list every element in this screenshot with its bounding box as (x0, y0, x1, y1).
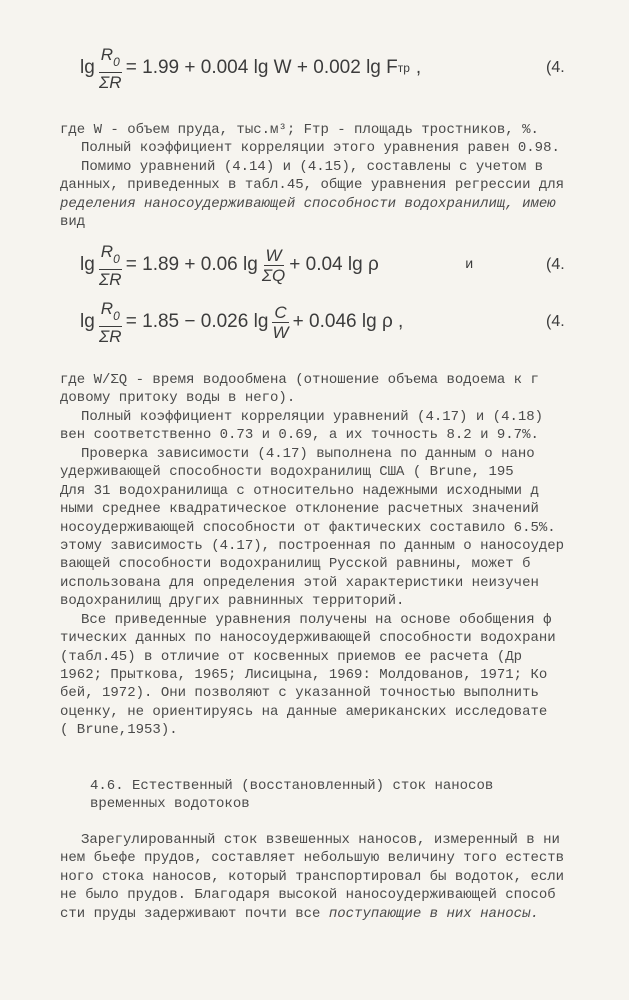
text-line: нем бьефе прудов, составляет небольшую величину того естеств (60, 850, 565, 867)
text-span: сти пруды задерживают почти все (60, 905, 329, 922)
eq-rhs: + 0.046 lg ρ , (292, 311, 404, 332)
text-line: ределения наносоудерживающей способности водохранилищ, имею (60, 195, 556, 212)
eq-fraction (99, 242, 122, 289)
equation-4-18 (80, 297, 629, 347)
text-line: ( Brune,1953). (60, 722, 178, 739)
eq-num: R (100, 241, 114, 261)
text-line: ными среднее квадратическое отклонение расчетных значений (60, 501, 539, 518)
conjunction: и (465, 257, 474, 273)
eq-den: ΣR (99, 72, 122, 92)
section-heading (90, 777, 629, 814)
equation-number: (4. (546, 256, 565, 273)
eq-tail: , (415, 57, 422, 78)
text-line: данных, приведенных в табл.45, общие уравнения регрессии для (60, 177, 565, 194)
eq-num: C (274, 302, 287, 322)
paragraph-block-2 (60, 371, 629, 740)
text-line: носоудерживающей способности от фактических составило 6.5%. (60, 519, 556, 536)
eq-rhs-sub: тр (397, 61, 410, 75)
eq-num: R (100, 44, 114, 64)
text-line: вающей способности водохранилищ Русской равнины, может б (60, 556, 531, 573)
eq-fraction (99, 45, 122, 92)
eq-fraction (99, 299, 122, 346)
equation-4-14 (80, 43, 629, 93)
eq-fraction (262, 246, 285, 285)
eq-rhs: = 1.85 − 0.026 lg (125, 311, 269, 332)
eq-rhs: = 1.89 + 0.06 lg (125, 254, 258, 275)
text-line: оценку, не ориентируясь на данные американских исследовате (60, 703, 548, 720)
text-line: вен соответственно 0.73 и 0.69, а их точность 8.2 и 9.7%. (60, 427, 539, 444)
equation-4-17 (80, 240, 629, 290)
text-line: Для 31 водохранилища с относительно надежными исходными д (60, 482, 539, 499)
text-line: этому зависимость (4.17), построенная по данным о наносоудер (60, 537, 565, 554)
text-line: Полный коэффициент корреляции уравнений (4.17) и (4.18) (81, 408, 544, 425)
text-line: Все приведенные уравнения получены на основе обобщения ф (81, 611, 552, 628)
text-line (60, 905, 629, 923)
eq-den: W (272, 322, 289, 342)
eq-sub: 0 (113, 251, 120, 266)
text-line: ного стока наносов, который транспортировал бы водоток, если (60, 868, 565, 885)
text-line: Помимо уравнений (4.14) и (4.15), составлены с учетом в (81, 158, 544, 175)
text-line: где W/ΣQ - время водообмена (отношение объема водоема к г (60, 372, 539, 388)
text-line: где W - объем пруда, тыс.м³; Fтр - площадь тростников, %. (60, 122, 539, 138)
eq-num: W (265, 245, 282, 265)
eq-num: R (100, 298, 114, 318)
text-line: бей, 1972). Они позволяют с указанной точностью выполнить (60, 685, 539, 702)
text-line: Полный коэффициент корреляции этого уравнения равен 0.98. (81, 140, 560, 157)
eq-rhs: = 1.99 + 0.004 lg W + 0.002 lg F (125, 57, 398, 78)
text-line: Зарегулированный сток взвешенных наносов, измеренный в ни (81, 832, 560, 848)
eq-lg: lg (80, 57, 95, 78)
text-line: водохранилищ других равнинных территорий. (60, 593, 405, 610)
eq-den: ΣQ (261, 265, 286, 285)
eq-lg: lg (80, 254, 95, 275)
eq-rhs: + 0.04 lg ρ (289, 254, 379, 275)
text-line: Проверка зависимости (4.17) выполнена по данным о нано (81, 445, 535, 462)
text-span-italic: поступающие в них наносы. (328, 905, 539, 922)
eq-sub: 0 (113, 308, 120, 323)
equation-number: (4. (546, 59, 565, 76)
text-line: удерживающей способности водохранилищ США ( Brune, 195 (60, 464, 514, 481)
paragraph-block-3 (60, 831, 629, 923)
section-heading-line: временных водотоков (90, 796, 250, 813)
text-line: 1962; Прыткова, 1965; Лисицына, 1969: Молдованов, 1971; Ко (60, 667, 548, 683)
eq-lg: lg (80, 311, 95, 332)
paragraph-block-1 (60, 121, 629, 232)
eq-fraction (272, 303, 288, 342)
text-line: не было прудов. Благодаря высокой наносоудерживающей способ (60, 887, 556, 904)
text-line: довому притоку воды в него). (60, 390, 296, 407)
equation-number: (4. (546, 313, 565, 330)
text-line: тических данных по наносоудерживающей способности водохрани (60, 630, 556, 647)
eq-den: ΣR (99, 326, 122, 346)
text-line: использована для определения этой характеристики неизучен (60, 574, 539, 591)
text-line: (табл.45) в отличие от косвенных приемов ее расчета (Др (60, 648, 523, 665)
eq-sub: 0 (113, 54, 120, 69)
section-heading-line: 4.6. Естественный (восстановленный) сток наносов (90, 778, 494, 794)
eq-den: ΣR (99, 269, 122, 289)
text-line: вид (60, 214, 86, 231)
